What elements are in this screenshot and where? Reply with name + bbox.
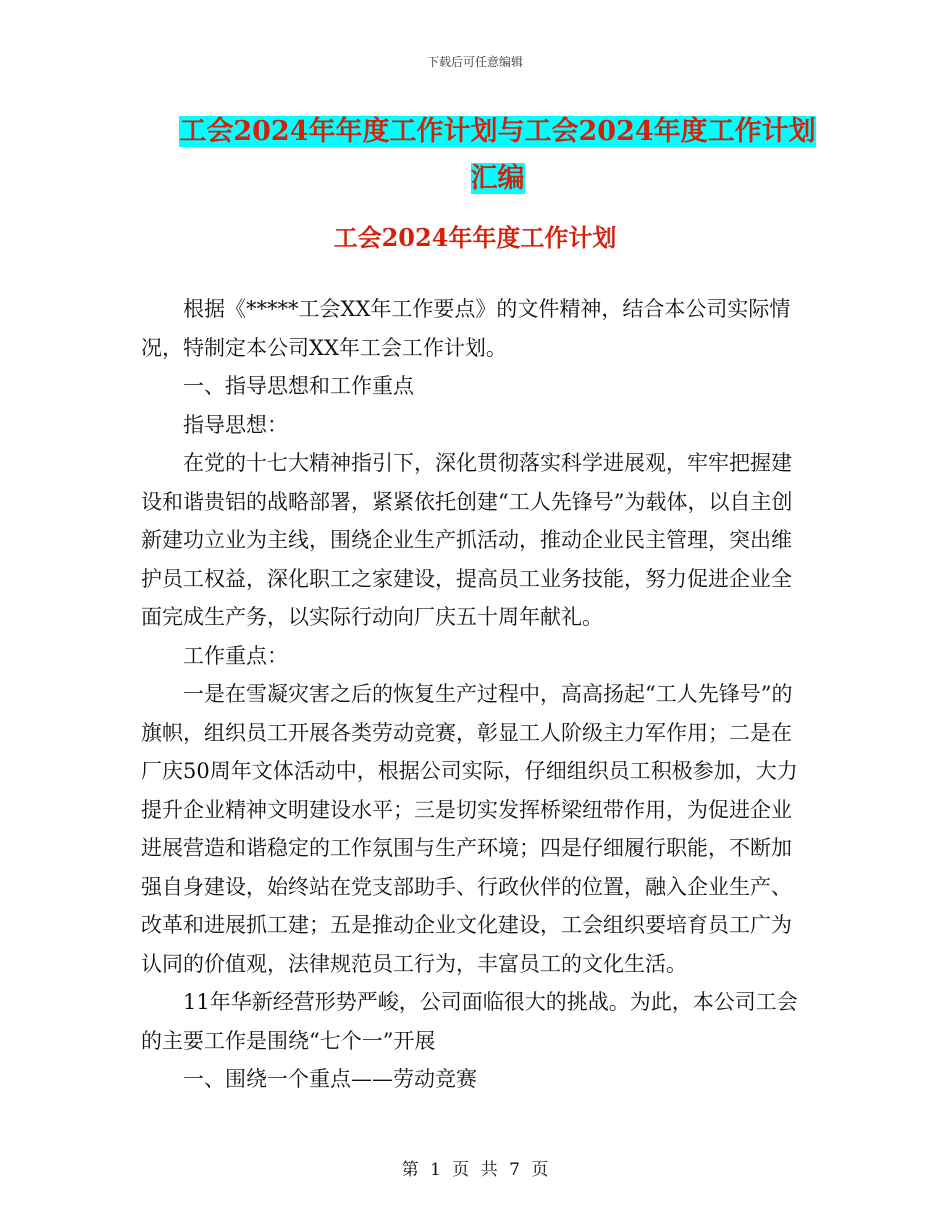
paragraph: 一、围绕一个重点——劳动竞赛	[183, 1067, 477, 1091]
paragraph: 一、指导思想和工作重点	[183, 374, 414, 398]
main-title	[145, 108, 850, 202]
sub-title: 工会2024年年度工作计划	[333, 223, 617, 252]
paragraph: 指导思想：	[183, 412, 288, 437]
paragraph: 工作重点：	[183, 643, 288, 668]
paragraph: 一是在雪凝灾害之后的恢复生产过程中，高高扬起“工人先锋号”的旗帜，组织员工开展各类劳动竞赛，彰显工人阶级主力军作用；二是在厂庆50周年文体活动中，根据公司实际，仔细组织员工积极参加，大力提升企业精神文明建设水平；三是切实发挥桥梁纽带作用，为促进企业进展营造和谐稳定的工作氛围与生产环境；四是仔细履行职能，不断加强自身建设，始终站在党支部助手、行政伙伴的位置，融入企业生产、改革和进展抓工建；五是推动企业文化建设，工会组织要培育员工广为认同的价值观，法律规范员工行为，丰富员工的文化生活。	[141, 682, 798, 976]
page-footer: 第 1 页 共 7 页	[401, 1160, 549, 1180]
body-text	[141, 290, 801, 1099]
main-title-line2: 汇编	[470, 163, 525, 194]
paragraph: 根据《*****工会XX年工作要点》的文件精神，结合本公司实际情况，特制定本公司XX年工会工作计划。	[141, 297, 791, 360]
header-note: 下载后可任意编辑	[426, 55, 523, 69]
paragraph: 11年华新经营形势严峻，公司面临很大的挑战。为此，本公司工会的主要工作是围绕“七个一”开展	[141, 990, 798, 1053]
main-title-line1: 工会2024年年度工作计划与工会2024年度工作计划	[179, 116, 816, 147]
paragraph: 在党的十七大精神指引下，深化贯彻落实科学进展观，牢牢把握建设和谐贵铝的战略部署，紧紧依托创建“工人先锋号”为载体，以自主创新建功立业为主线，围绕企业生产抓活动，推动企业民主管理，突出维护员工权益，深化职工之家建设，提高员工业务技能，努力促进企业全面完成生产务，以实际行动向厂庆五十周年献礼。	[141, 451, 793, 629]
